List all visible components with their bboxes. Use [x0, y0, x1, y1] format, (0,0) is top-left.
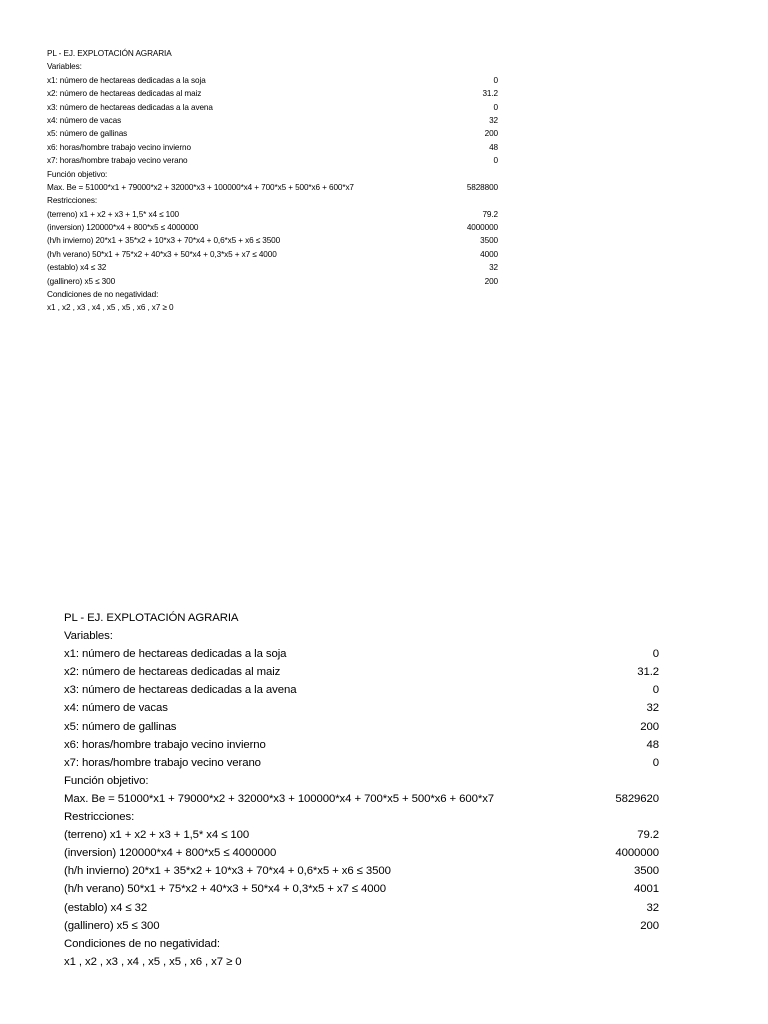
row-label: PL - EJ. EXPLOTACIÓN AGRARIA: [47, 49, 172, 58]
row-value: 4000: [480, 249, 498, 259]
sheet-row: [64, 826, 664, 844]
row-label: x1: número de hectareas dedicadas a la soja: [47, 75, 206, 85]
row-label: x2: número de hectareas dedicadas al maiz: [47, 89, 202, 99]
row-value: 200: [484, 276, 498, 286]
sheet-row: [47, 101, 507, 114]
sheet-row: [64, 917, 664, 935]
row-label: x7: horas/hombre trabajo vecino verano: [64, 756, 261, 769]
row-value: 0: [493, 156, 498, 166]
sheet-row: [47, 60, 507, 73]
sheet-row: [64, 663, 664, 681]
sheet-row: [64, 772, 664, 790]
row-value: 5829620: [615, 792, 659, 805]
row-value: 3500: [480, 236, 498, 246]
row-label: (establo) x4 ≤ 32: [64, 901, 148, 914]
sheet-row: [47, 74, 507, 87]
sheet-row: [47, 288, 507, 301]
sheet-row: [47, 221, 507, 234]
row-label: Max. Be = 51000*x1 + 79000*x2 + 32000*x3 + 100000*x4 + 700*x5 + 500*x6 + 600*x7: [47, 182, 354, 192]
sheet-row: [64, 880, 664, 898]
row-label: x2: número de hectareas dedicadas al maiz: [64, 666, 281, 679]
sheet-row: [47, 87, 507, 100]
row-label: (gallinero) x5 ≤ 300: [47, 276, 116, 286]
row-label: x1 , x2 , x3 , x4 , x5 , x5 , x6 , x7 ≥ 0: [47, 303, 174, 313]
row-value: 32: [646, 702, 659, 715]
sheet-row: [64, 935, 664, 953]
sheet-row: [47, 127, 507, 140]
row-value: 0: [493, 102, 498, 112]
row-value: 79.2: [637, 829, 659, 842]
row-label: x6: horas/hombre trabajo vecino invierno: [64, 738, 266, 751]
sheet-row: [47, 248, 507, 261]
row-label: x5: número de gallinas: [47, 129, 128, 139]
sheet-row: [64, 736, 664, 754]
row-label: x3: número de hectareas dedicadas a la avena: [47, 102, 213, 112]
sheet-row: [64, 754, 664, 772]
sheet-row: [47, 194, 507, 207]
row-value: 3500: [634, 865, 659, 878]
row-label: (terreno) x1 + x2 + x3 + 1,5* x4 ≤ 100: [47, 209, 179, 219]
row-label: Función objetivo:: [47, 169, 108, 179]
row-label: x4: número de vacas: [64, 702, 168, 715]
row-value: 32: [489, 115, 498, 125]
row-label: (h/h verano) 50*x1 + 75*x2 + 40*x3 + 50*x4 + 0,3*x5 + x7 ≤ 4000: [47, 249, 277, 259]
sheet-row: [64, 718, 664, 736]
sheet-row: [47, 168, 507, 181]
sheet-row: [64, 699, 664, 717]
row-label: (terreno) x1 + x2 + x3 + 1,5* x4 ≤ 100: [64, 829, 250, 842]
row-value: 5828800: [466, 182, 498, 192]
row-value: 0: [493, 75, 498, 85]
row-label: Condiciones de no negatividad:: [64, 937, 220, 950]
sheet-row: [47, 154, 507, 167]
row-label: (gallinero) x5 ≤ 300: [64, 919, 160, 932]
sheet-row: [47, 234, 507, 247]
row-label: x1 , x2 , x3 , x4 , x5 , x5 , x6 , x7 ≥ 0: [64, 955, 242, 968]
row-label: Restricciones:: [64, 811, 135, 824]
sheet-row: [64, 808, 664, 826]
row-value: 32: [646, 901, 659, 914]
row-label: Variables:: [64, 630, 113, 643]
sheet-row: [64, 899, 664, 917]
sheet-row: [47, 141, 507, 154]
row-label: (h/h verano) 50*x1 + 75*x2 + 40*x3 + 50*x4 + 0,3*x5 + x7 ≤ 4000: [64, 883, 386, 896]
row-label: x1: número de hectareas dedicadas a la soja: [64, 648, 287, 661]
row-label: PL - EJ. EXPLOTACIÓN AGRARIA: [64, 612, 239, 624]
row-label: Condiciones de no negatividad:: [47, 290, 159, 300]
sheet-row: [64, 844, 664, 862]
row-value: 200: [484, 129, 498, 139]
row-value: 0: [652, 756, 659, 769]
sheet-row: [64, 627, 664, 645]
sheet-row: [64, 609, 664, 627]
row-value: 48: [489, 142, 498, 152]
sheet-row: [64, 645, 664, 663]
row-label: x3: número de hectareas dedicadas a la avena: [64, 684, 297, 697]
row-label: (inversion) 120000*x4 + 800*x5 ≤ 4000000: [64, 847, 277, 860]
row-label: Función objetivo:: [64, 774, 149, 787]
sheet-row: [64, 681, 664, 699]
sheet-row: [47, 114, 507, 127]
row-label: x4: número de vacas: [47, 115, 122, 125]
sheet-row: [47, 181, 507, 194]
row-label: (establo) x4 ≤ 32: [47, 263, 107, 273]
top-sheet: [47, 47, 507, 315]
row-label: Max. Be = 51000*x1 + 79000*x2 + 32000*x3 + 100000*x4 + 700*x5 + 500*x6 + 600*x7: [64, 792, 495, 805]
row-value: 200: [640, 919, 659, 932]
sheet-row: [47, 275, 507, 288]
row-value: 31.2: [637, 666, 659, 679]
row-label: (h/h invierno) 20*x1 + 35*x2 + 10*x3 + 70*x4 + 0,6*x5 + x6 ≤ 3500: [47, 236, 281, 246]
row-label: Restricciones:: [47, 196, 98, 206]
row-value: 31.2: [482, 89, 498, 99]
sheet-row: [47, 261, 507, 274]
row-value: 79.2: [482, 209, 498, 219]
row-label: (h/h invierno) 20*x1 + 35*x2 + 10*x3 + 70*x4 + 0,6*x5 + x6 ≤ 3500: [64, 865, 391, 878]
bottom-sheet: [64, 609, 664, 971]
row-value: 200: [640, 720, 659, 733]
sheet-row: [64, 862, 664, 880]
sheet-row: [47, 47, 507, 60]
row-value: 0: [652, 684, 659, 697]
row-value: 4000000: [615, 847, 659, 860]
row-label: x5: número de gallinas: [64, 720, 177, 733]
row-label: (inversion) 120000*x4 + 800*x5 ≤ 4000000: [47, 223, 199, 233]
row-label: Variables:: [47, 62, 82, 72]
sheet-row: [64, 790, 664, 808]
sheet-row: [47, 208, 507, 221]
row-value: 48: [646, 738, 659, 751]
row-label: x6: horas/hombre trabajo vecino invierno: [47, 142, 191, 152]
row-value: 32: [489, 263, 498, 273]
row-label: x7: horas/hombre trabajo vecino verano: [47, 156, 188, 166]
row-value: 4000000: [466, 223, 498, 233]
sheet-row: [47, 301, 507, 314]
sheet-row: [64, 953, 664, 971]
row-value: 4001: [634, 883, 659, 896]
row-value: 0: [652, 648, 659, 661]
